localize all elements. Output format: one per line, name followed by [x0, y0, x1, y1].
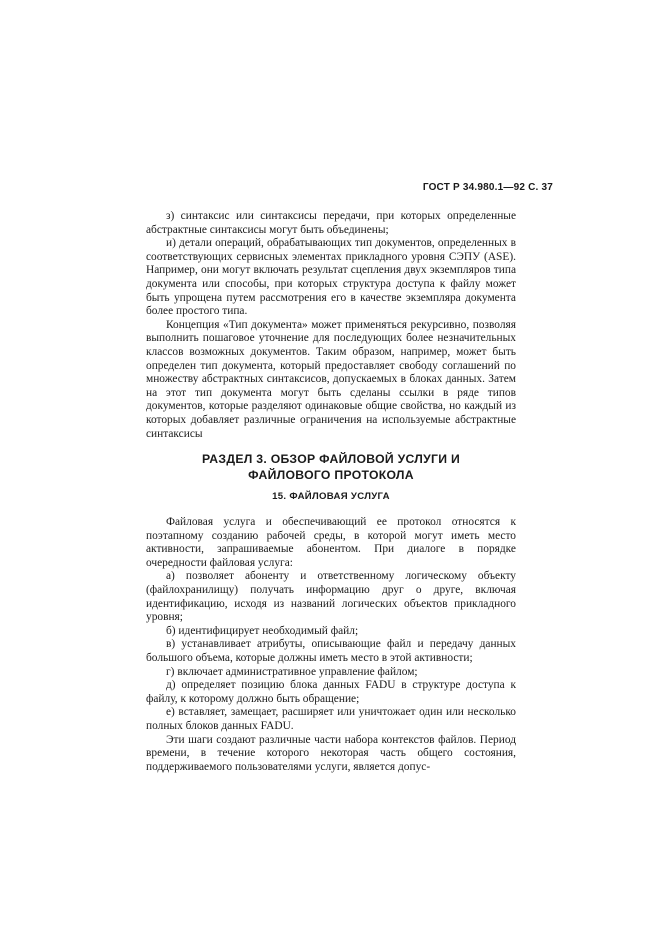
list-item-d: д) определяет позицию блока данных FADU в структуре доступа к файлу, к которому должно быть обращение;	[146, 679, 516, 705]
list-item-v: в) устанавливает атрибуты, описывающие файл и передачу данных большого объема, которые должны иметь место в этой активности;	[146, 638, 516, 664]
page-header: ГОСТ Р 34.980.1—92 С. 37	[422, 182, 553, 193]
list-item-g: г) включает административное управление файлом;	[166, 665, 418, 678]
list-item-a: а) позволяет абоненту и ответственному логическому объекту (файлохранилищу) получать информацию друг о друге, включая идентификацию, исходя из названий логических объектов прикладного уровня;	[146, 570, 516, 624]
contexts-paragraph: Эти шаги создают различные части набора контекстов файлов. Период времени, в течение которого некоторая часть общего состояния, поддерживаемого пользователями услуги, является допус-	[146, 733, 516, 773]
list-item-e: е) вставляет, замещает, расширяет или уничтожает один или несколько полных блоков данных FADU.	[146, 706, 516, 732]
section-title-line-1: РАЗДЕЛ 3. ОБЗОР ФАЙЛОВОЙ УСЛУГИ И	[201, 452, 461, 466]
subsection-title: 15. ФАЙЛОВАЯ УСЛУГА	[272, 491, 390, 502]
document-type-paragraph: Концепция «Тип документа» может применяться рекурсивно, позволяя выполнить пошаговое уточнение для последующих более незначительных классов возможных документов. Таким образом, например, может быть определен тип документа, который предоставляет свободу соглашений по множеству абстрактных синтаксисов, допускаемых в блоках данных. Затем на этот тип документа могут быть сделаны ссылки в ряде типов документов, которые разделяют одинаковые общие свойства, но каждый из которых добавляет различные ограничения на используемые абстрактные синтаксисы	[146, 318, 516, 440]
section-text	[146, 516, 516, 774]
section-title-line-2: ФАЙЛОВОГО ПРОТОКОЛА	[248, 468, 414, 482]
list-item-z: з) синтаксис или синтаксисы передачи, при которых определенные абстрактные синтаксисы могут быть объединены;	[146, 210, 516, 236]
list-item-b: б) идентифицирует необходимый файл;	[166, 624, 359, 637]
section-title	[146, 451, 516, 483]
intro-text	[146, 210, 516, 441]
list-item-i: и) детали операций, обрабатывающих тип документов, определенных в соответствующих сервисных элементах прикладного уровня СЭПУ (ASE). Например, они могут включать результат сцепления двух экземпляров типа документа или способы, при которых структура доступа к файлу может быть упрощена путем рассмотрения его в качестве экземпляра документа более простого типа.	[146, 237, 516, 318]
file-service-intro: Файловая услуга и обеспечивающий ее протокол относятся к поэтапному созданию рабочей среды, в которой могут иметь место активности, запрашиваемые абонентом. При диалоге в порядке очередности файловая услуга:	[146, 516, 516, 569]
